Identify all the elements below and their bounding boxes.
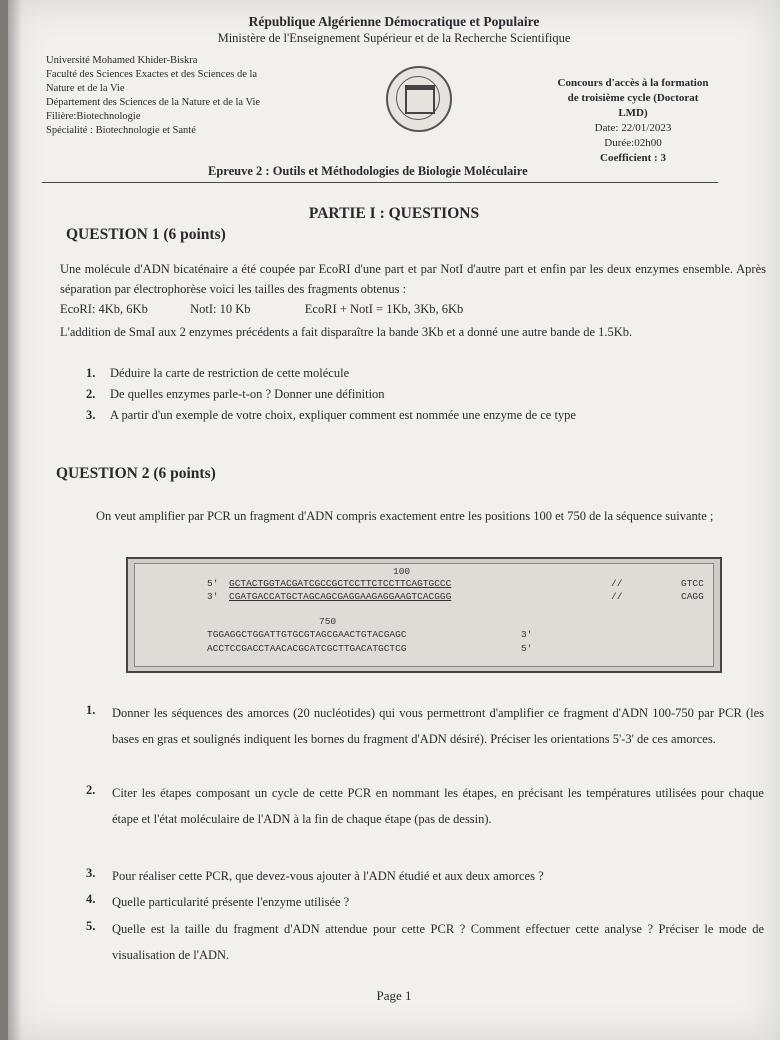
sequence-line-2-end: CAGG bbox=[681, 591, 704, 602]
item-text: Donner les séquences des amorces (20 nucléotides) qui vous permettront d'amplifier ce fragment d'ADN 100-750 par PCR (les bases en gras et soulignés indiquent les bornes du fragment d'ADN désiré). Préciser les orientations 5'-3' de ces amorces. bbox=[112, 706, 764, 746]
list-item bbox=[86, 387, 385, 402]
item-number: 2. bbox=[86, 387, 96, 401]
university-info bbox=[46, 54, 346, 138]
item-number: 3. bbox=[86, 408, 96, 422]
sequence-line-1-end: GTCC bbox=[681, 578, 704, 589]
q1-intro: Une molécule d'ADN bicaténaire a été coupée par EcoRI d'une part et par NotI d'autre part et enfin par les deux enzymes ensemble. Après séparation par électrophorèse voici les tailles des fragments obtenus : bbox=[60, 262, 766, 296]
exam-info bbox=[528, 76, 738, 166]
item-number: 1. bbox=[86, 366, 96, 380]
concours-line-3: LMD) bbox=[618, 107, 648, 119]
sequence-line-1: GCTACTGGTACGATCGCCGCTCCTTCTCCTTCAGTGCCC bbox=[229, 578, 452, 589]
frag-ecori: EcoRI: 4Kb, 6Kb bbox=[60, 302, 148, 316]
republic-heading: République Algérienne Démocratique et Populaire bbox=[248, 14, 540, 29]
logo-building-icon bbox=[405, 85, 435, 114]
item-text: Quelle particularité présente l'enzyme utilisée ? bbox=[112, 895, 350, 909]
item-number: 5. bbox=[86, 919, 96, 933]
q1-fragments-row bbox=[60, 302, 463, 317]
strand-3-label: 3' bbox=[207, 591, 219, 602]
sequence-panel bbox=[134, 563, 714, 667]
sequence-line-4: ACCTCCGACCTAACACGCATCGCTTGACATGCTCG bbox=[207, 643, 407, 654]
item-number: 4. bbox=[86, 892, 96, 906]
filiere-line: Filière:Biotechnologie bbox=[46, 111, 141, 122]
item-number: 3. bbox=[86, 866, 96, 880]
university-logo bbox=[386, 66, 452, 132]
position-750-label: 750 bbox=[319, 616, 337, 627]
faculty-line-2: Nature et de la Vie bbox=[46, 83, 125, 94]
item-text: Pour réaliser cette PCR, que devez-vous ajouter à l'ADN étudié et aux deux amorces ? bbox=[112, 869, 544, 883]
strand-5-label: 5' bbox=[207, 578, 219, 589]
strand-3-end-label: 3' bbox=[521, 629, 533, 640]
exam-duration: Durée:02h00 bbox=[604, 137, 662, 149]
item-number: 1. bbox=[86, 703, 96, 717]
list-item bbox=[86, 408, 576, 423]
page-number: Page 1 bbox=[376, 988, 412, 1003]
sequence-gap: // bbox=[611, 578, 623, 589]
item-text: Déduire la carte de restriction de cette molécule bbox=[110, 366, 350, 380]
list-item bbox=[86, 366, 349, 381]
sequence-gap: // bbox=[611, 591, 623, 602]
strand-5-end-label: 5' bbox=[521, 643, 533, 654]
dna-sequence-figure bbox=[126, 557, 722, 673]
exam-sheet bbox=[8, 0, 780, 1040]
page-shadow bbox=[8, 0, 22, 1040]
frag-noti: NotI: 10 Kb bbox=[190, 302, 251, 316]
concours-line: Concours d'accès à la formation bbox=[557, 77, 709, 89]
ministry-heading: Ministère de l'Enseignement Supérieur et de la Recherche Scientifique bbox=[217, 31, 571, 45]
item-text: A partir d'un exemple de votre choix, expliquer comment est nommée une enzyme de ce type bbox=[110, 408, 576, 422]
sequence-line-2: CGATGACCATGCTAGCAGCGAGGAAGAGGAAGTCACGGG bbox=[229, 591, 452, 602]
concours-line-2: de troisième cycle (Doctorat bbox=[567, 92, 699, 104]
item-text: De quelles enzymes parle-t-on ? Donner une définition bbox=[110, 387, 385, 401]
university-line: Université Mohamed Khider-Biskra bbox=[46, 55, 198, 66]
item-number: 2. bbox=[86, 783, 96, 797]
exam-date: Date: 22/01/2023 bbox=[594, 122, 672, 134]
item-text: Citer les étapes composant un cycle de cette PCR en nommant les étapes, en précisant les températures utilisées pour chaque étape et l'état moléculaire de l'ADN à la fin de chaque étape (pas de dessin). bbox=[112, 786, 764, 826]
header-divider bbox=[42, 182, 718, 183]
q1-smal: L'addition de SmaI aux 2 enzymes précédents a fait disparaître la bande 3Kb et a donné une autre bande de 1.5Kb. bbox=[60, 325, 633, 339]
frag-both: EcoRI + NotI = 1Kb, 3Kb, 6Kb bbox=[304, 302, 464, 316]
position-100-label: 100 bbox=[393, 566, 411, 577]
question-2-title: QUESTION 2 (6 points) bbox=[56, 465, 216, 482]
epreuve-title: Epreuve 2 : Outils et Méthodologies de Biologie Moléculaire bbox=[208, 164, 528, 178]
exam-coefficient: Coefficient : 3 bbox=[600, 152, 666, 164]
department-line: Département des Sciences de la Nature et de la Vie bbox=[46, 97, 261, 108]
question-1-title: QUESTION 1 (6 points) bbox=[66, 226, 226, 243]
faculty-line: Faculté des Sciences Exactes et des Sciences de la bbox=[46, 69, 258, 80]
partie-title: PARTIE I : QUESTIONS bbox=[308, 205, 480, 222]
sequence-line-3: TGGAGGCTGGATTGTGCGTAGCGAACTGTACGAGC bbox=[207, 629, 407, 640]
q2-intro: On veut amplifier par PCR un fragment d'ADN compris exactement entre les positions 100 et 750 de la séquence suivante ; bbox=[96, 509, 714, 523]
specialite-line: Spécialité : Biotechnologie et Santé bbox=[46, 125, 196, 136]
item-text: Quelle est la taille du fragment d'ADN attendue pour cette PCR ? Comment effectuer cette analyse ? Préciser le mode de visualisation de l'ADN. bbox=[112, 922, 764, 962]
